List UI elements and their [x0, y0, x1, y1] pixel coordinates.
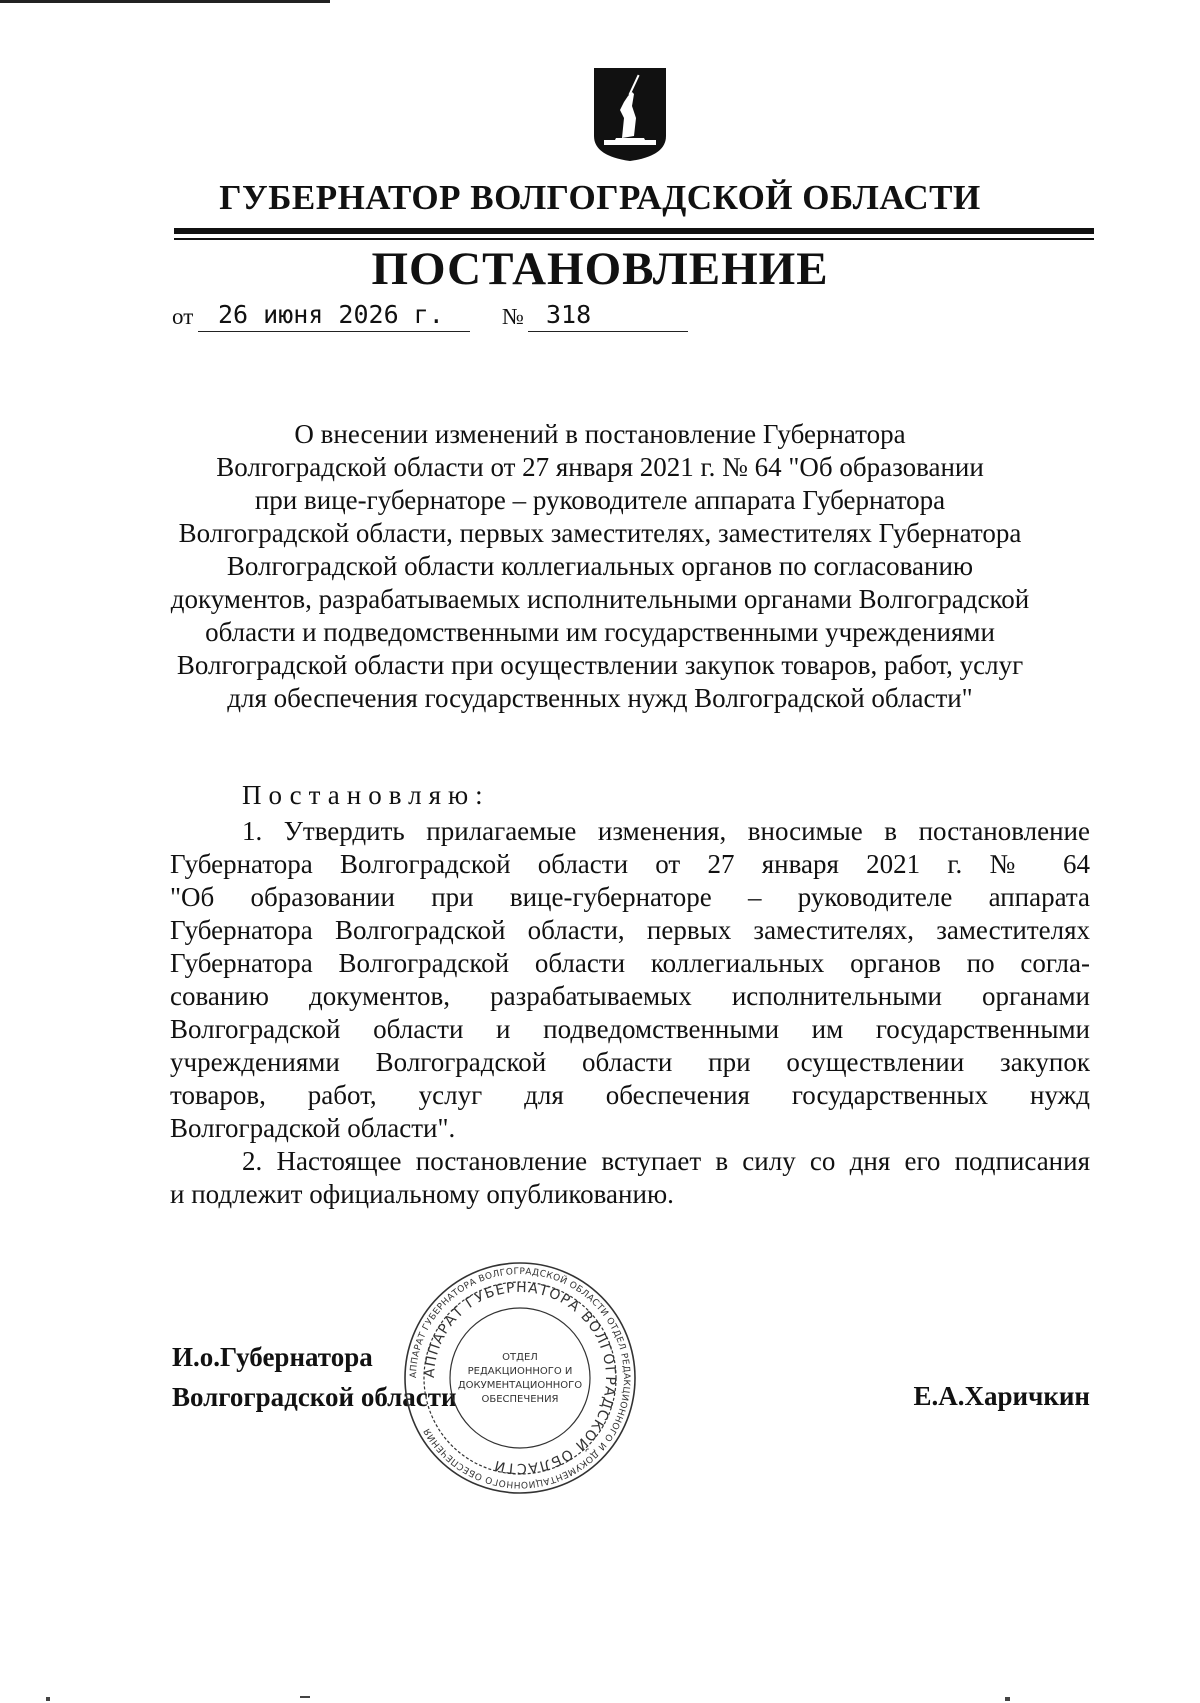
title-line: Волгоградской области коллегиальных органов по согласованию [226, 551, 974, 581]
stamp-inner-text: АППАРАТ ГУБЕРНАТОРА ВОЛГОГРАДСКОЙ ОБЛАСТИ [421, 1279, 619, 1477]
volgograd-coat-of-arms-icon [592, 66, 668, 162]
title-line: для обеспечения государственных нужд Волгоградской области" [227, 683, 973, 713]
signatory-position-line: И.о.Губернатора [172, 1342, 373, 1372]
paragraph-line: Губернатора Волгоградской области от 27 января 2021 г. № 64 [170, 849, 1090, 879]
paragraph-line: 2. Настоящее постановление вступает в силу со дня его подписания [242, 1146, 1090, 1176]
paragraph-line: Губернатора Волгоградской области коллегиальных органов по согла- [170, 948, 1090, 978]
date-prefix: от [172, 304, 194, 329]
header-rule-thick [174, 228, 1094, 234]
official-stamp-seal [400, 1258, 640, 1498]
paragraph-line: 1. Утвердить прилагаемые изменения, вносимые в постановление [242, 816, 1090, 846]
signatory-position-line: Волгоградской области [172, 1382, 457, 1412]
svg-text:АППАРАТ ГУБЕРНАТОРА ВОЛГОГРАДС [422, 1280, 618, 1476]
stamp-center-line: ДОКУМЕНТАЦИОННОГО [457, 1380, 583, 1391]
title-line: Волгоградской области при осуществлении закупок товаров, работ, услуг [176, 650, 1024, 680]
header-rule-thin [174, 238, 1094, 240]
document-number: 318 [546, 300, 592, 329]
document-date-number-row [172, 300, 692, 334]
title-line: О внесении изменений в постановление Губернатора [294, 419, 906, 449]
scan-edge-line [0, 0, 330, 3]
stamp-center-line: ОТДЕЛ [502, 1352, 538, 1363]
scan-bottom-marks [0, 1688, 1200, 1703]
title-line: Волгоградской области от 27 января 2021 г. № 64 "Об образовании [216, 452, 984, 482]
number-underline [528, 331, 688, 332]
issuing-authority: ГУБЕРНАТОР ВОЛГОГРАДСКОЙ ОБЛАСТИ [219, 178, 981, 217]
paragraph-line: товаров, работ, услуг для обеспечения государственных нужд [170, 1080, 1090, 1110]
document-date: 26 июня 2026 г. [218, 300, 444, 329]
date-underline [198, 331, 470, 332]
number-prefix: № [502, 304, 524, 329]
paragraph-line: Волгоградской области и подведомственными им государственными [170, 1014, 1090, 1044]
decree-body [170, 815, 1090, 1211]
svg-text:АППАРАТ ГУБЕРНАТОРА ВОЛГОГРАДС [409, 1267, 631, 1489]
title-line: документов, разрабатываемых исполнительными органами Волгоградской [170, 584, 1030, 614]
stamp-outer-text: АППАРАТ ГУБЕРНАТОРА ВОЛГОГРАДСКОЙ ОБЛАСТИ ОТДЕЛ РЕДАКЦИОННОГО И ДОКУМЕНТАЦИОННОГО ОБЕСПЕЧЕНИЯ [408, 1266, 632, 1490]
paragraph-line: Губернатора Волгоградской области, первых заместителях, заместителях [170, 915, 1090, 945]
title-line: при вице-губернаторе – руководителе аппарата Губернатора [254, 485, 946, 515]
document-title [150, 418, 1050, 715]
stamp-center-line: РЕДАКЦИОННОГО И [467, 1366, 573, 1377]
paragraph-line: и подлежит официальному опубликованию. [170, 1179, 674, 1209]
paragraph-line: учреждениями Волгоградской области при осуществлении закупок [170, 1047, 1090, 1077]
paragraph-line: "Об образовании при вице-губернаторе – руководителе аппарата [170, 882, 1090, 912]
paragraph-line: Волгоградской области". [170, 1113, 456, 1143]
stamp-center-line: ОБЕСПЕЧЕНИЯ [481, 1394, 559, 1405]
resolve-word: Постановляю: [242, 780, 490, 810]
title-line: Волгоградской области, первых заместителях, заместителях Губернатора [178, 518, 1022, 548]
document-type-heading: ПОСТАНОВЛЕНИЕ [371, 243, 829, 295]
signatory-name: Е.А.Харичкин [913, 1381, 1090, 1411]
paragraph-line: сованию документов, разрабатываемых исполнительными органами [170, 981, 1090, 1011]
title-line: области и подведомственными им государственными учреждениями [205, 617, 995, 647]
